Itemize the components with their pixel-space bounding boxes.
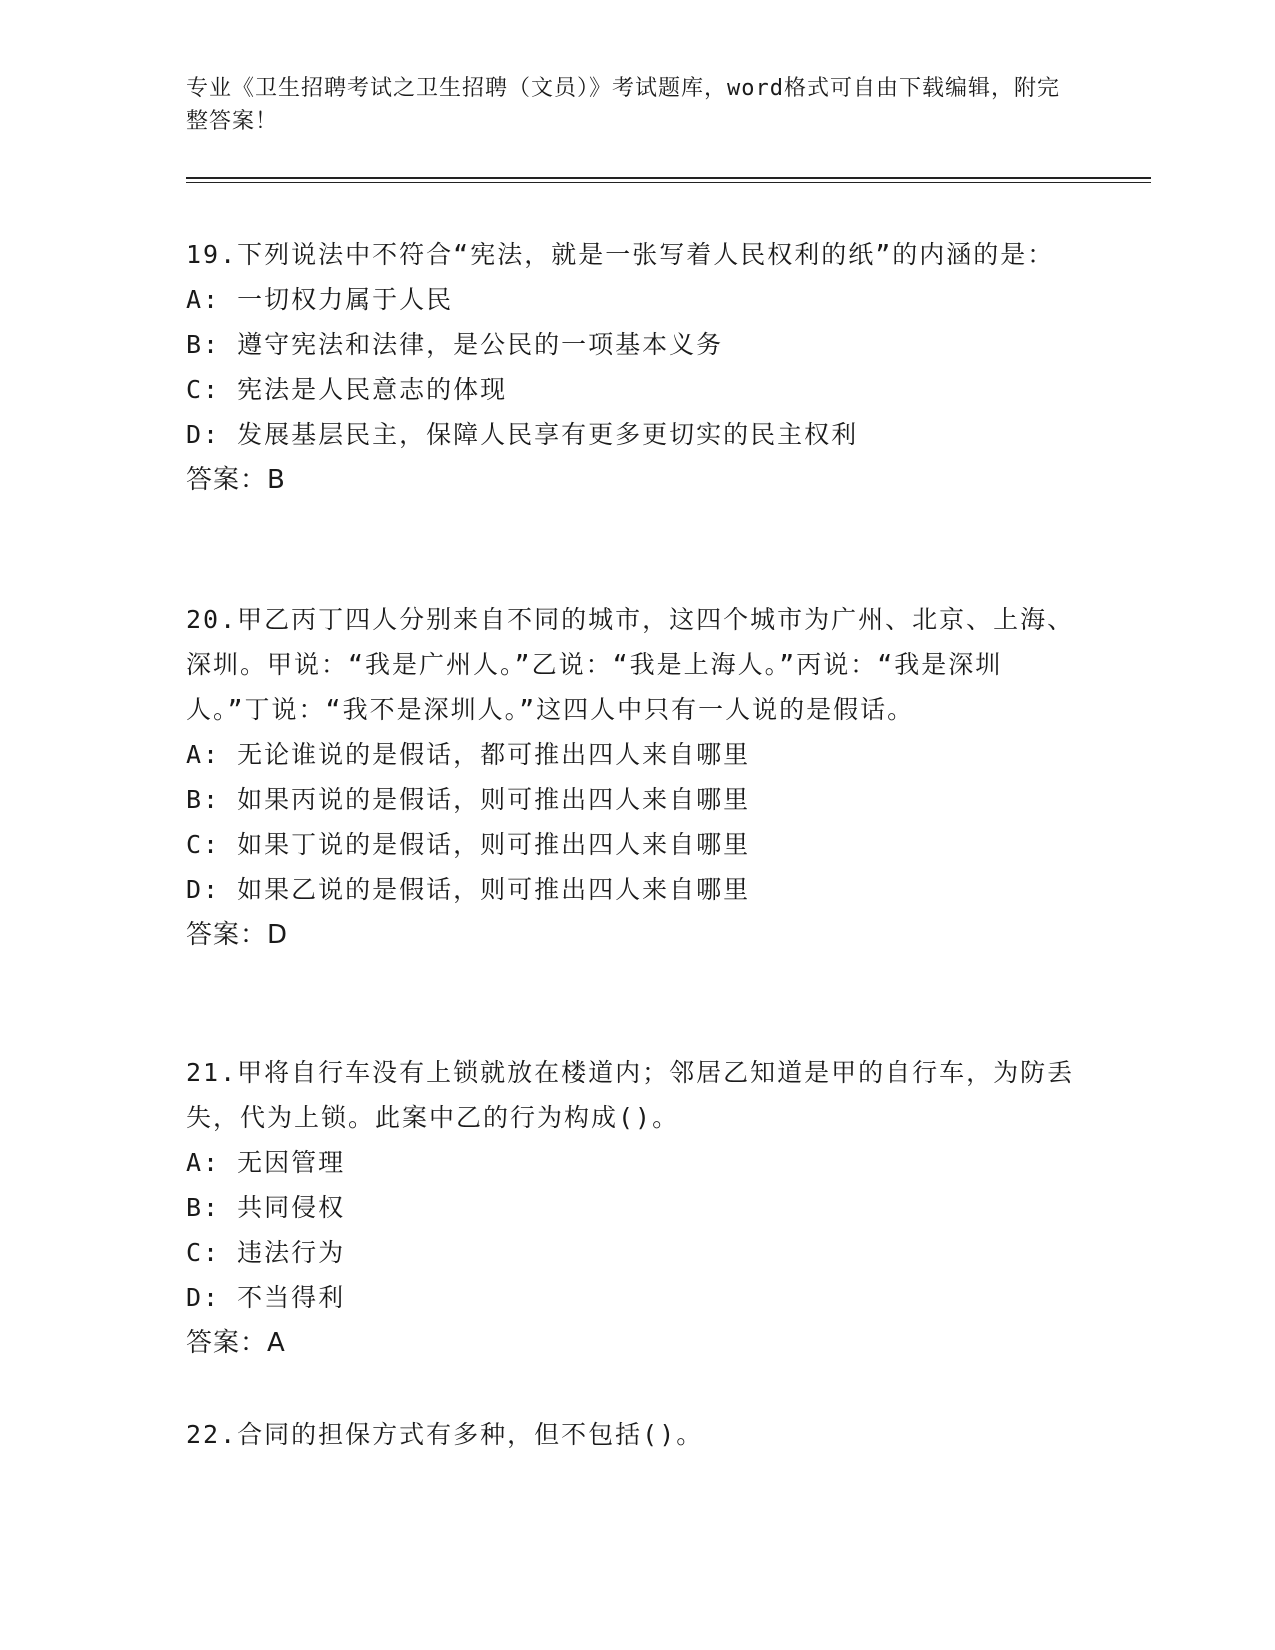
answer-line: 答案：D	[186, 920, 289, 950]
question-stem: 20.甲乙丙丁四人分别来自不同的城市，这四个城市为广州、北京、上海、深圳。甲说：“我是广州人。”乙说：“我是上海人。”丙说：“我是深圳人。”丁说：“我不是深圳人。”这四人中只有一人说的是假话。	[186, 605, 1075, 724]
option-d: D: 不当得利	[186, 1283, 346, 1312]
question-22	[186, 1412, 1086, 1457]
answer-line: 答案：A	[186, 1328, 286, 1358]
question-stem: 19.下列说法中不符合“宪法，就是一张写着人民权利的纸”的内涵的是：	[186, 240, 1055, 269]
option-b: B: 如果丙说的是假话，则可推出四人来自哪里	[186, 785, 751, 814]
option-d: D: 发展基层民主，保障人民享有更多更切实的民主权利	[186, 420, 859, 449]
option-d: D: 如果乙说的是假话，则可推出四人来自哪里	[186, 875, 751, 904]
option-b: B: 遵守宪法和法律，是公民的一项基本义务	[186, 330, 724, 359]
document-header: 专业《卫生招聘考试之卫生招聘（文员）》考试题库，word格式可自由下载编辑，附完整答案！	[186, 76, 1060, 134]
header-divider	[186, 177, 1151, 183]
option-c: C: 如果丁说的是假话，则可推出四人来自哪里	[186, 830, 751, 859]
option-a: A: 无因管理	[186, 1148, 346, 1177]
option-c: C: 违法行为	[186, 1238, 346, 1267]
answer-line: 答案：B	[186, 465, 286, 495]
question-21	[186, 1050, 1086, 1366]
question-stem: 22.合同的担保方式有多种，但不包括()。	[186, 1420, 704, 1449]
question-stem: 21.甲将自行车没有上锁就放在楼道内；邻居乙知道是甲的自行车，为防丢失，代为上锁。此案中乙的行为构成()。	[186, 1058, 1075, 1132]
question-20	[186, 597, 1086, 958]
option-a: A: 无论谁说的是假话，都可推出四人来自哪里	[186, 740, 751, 769]
option-c: C: 宪法是人民意志的体现	[186, 375, 508, 404]
question-19	[186, 232, 1086, 503]
option-b: B: 共同侵权	[186, 1193, 346, 1222]
option-a: A: 一切权力属于人民	[186, 285, 454, 314]
